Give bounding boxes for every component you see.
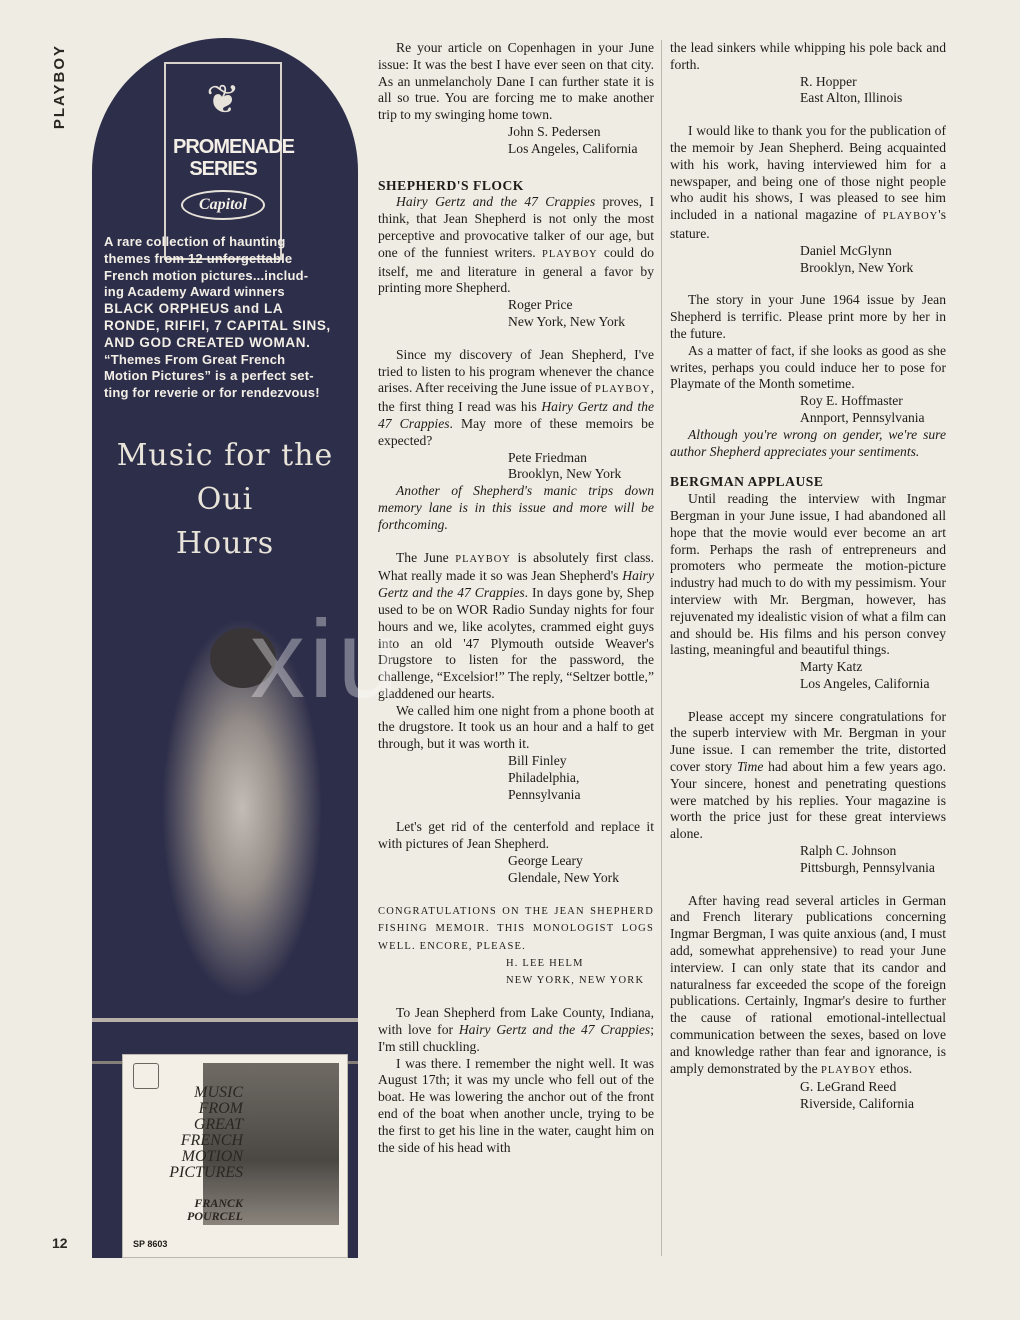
blurb-line: “Themes From Great French bbox=[104, 351, 286, 367]
magazine-name: PLAYBOY bbox=[821, 1064, 877, 1076]
ad-headline bbox=[100, 434, 350, 566]
signature-place: Brooklyn, New York bbox=[800, 259, 914, 275]
series-name: PROMENADE SERIES bbox=[173, 136, 295, 180]
signature-name: Roy E. Hoffmaster bbox=[800, 393, 903, 409]
album-title-line: PICTURES bbox=[169, 1164, 243, 1181]
letter-signature bbox=[378, 124, 654, 158]
blurb-line: A rare collection of haunting bbox=[104, 234, 286, 249]
magazine-name: PLAYBOY bbox=[541, 248, 598, 260]
running-head: PLAYBOY bbox=[51, 44, 68, 130]
model-silhouette bbox=[210, 628, 276, 688]
blurb-line: Motion Pictures” is a perfect set- bbox=[104, 368, 314, 384]
telegram-letter: CONGRATULATIONS ON THE JEAN SHEPHERD FISHING MEMOIR. THIS MONOLOGIST LOGS WELL. ENCORE, PLEASE. bbox=[378, 905, 654, 952]
signature-place: Los Angeles, California bbox=[508, 140, 638, 156]
signature-place: East Alton, Illinois bbox=[800, 90, 903, 106]
artist-line: POURCEL bbox=[186, 1209, 243, 1223]
article-title: Hairy Gertz and the 47 Crappies bbox=[458, 1021, 651, 1037]
album-title-line: GREAT bbox=[193, 1116, 243, 1133]
letters-column-1 bbox=[378, 40, 654, 1156]
blurb-line: themes from 12 unforgettable bbox=[104, 250, 293, 266]
blurb-line: ting for reverie or for rendezvous! bbox=[104, 385, 320, 401]
magazine-name: PLAYBOY bbox=[455, 553, 511, 565]
signature-name: John S. Pedersen bbox=[508, 123, 601, 139]
blurb-line: BLACK ORPHEUS and LA bbox=[104, 301, 284, 317]
signature-name: R. Hopper bbox=[800, 73, 857, 89]
letter-body: The story in your June 1964 issue by Jean Shepherd is terrific. Please print more by her in the future. bbox=[670, 292, 946, 341]
letter-body: We called him one night from a phone booth at the drugstore. It took us an hour and a half to get through, but it was worth it. bbox=[378, 702, 654, 752]
signature-place: NEW YORK, NEW YORK bbox=[506, 975, 645, 987]
signature-place: Glendale, New York bbox=[508, 869, 619, 885]
letter-body: I would like to thank you for the publication of the memoir by Jean Shepherd. Being acquainted with his work, having interviewed him for a newspaper, and being one of those night people who audit his shows, I was pleased to see him included in a national magazine of PLAYBOY's stature. bbox=[670, 123, 946, 241]
article-title: Hairy Gertz and the 47 Crappies bbox=[378, 568, 654, 601]
headline-line: Music for the bbox=[116, 438, 334, 473]
article-title: Hairy Gertz and the 47 Crappies bbox=[378, 399, 654, 431]
album-cover bbox=[122, 1054, 348, 1258]
headline-line: Hours bbox=[175, 526, 275, 561]
magazine-name: PLAYBOY bbox=[594, 384, 651, 396]
signature-name: Marty Katz bbox=[800, 659, 863, 675]
letter-body: After having read several articles in German and French literary publications concerning Ingmar Bergman, I was quite anxious (and, I must add, somewhat apprehensive) to read your June interview. I can only state that its candor and naturalness far exceeded the scope of the foreign publications. Certainly, Ingmar's desire to further the cause of rational emotional-intellectual communication between the sexes, based on love and knowledge rather than fear and ignorance, is amply demonstrated by the PLAYBOY ethos. bbox=[670, 892, 946, 1076]
section-heading: SHEPHERD'S FLOCK bbox=[378, 177, 524, 193]
signature-name: Pete Friedman bbox=[508, 449, 587, 465]
column-rule bbox=[661, 40, 662, 1256]
catalog-number: SP 8603 bbox=[133, 1239, 168, 1249]
signature-place: Philadelphia, Pennsylvania bbox=[508, 769, 581, 802]
blurb-line: French motion pictures...includ- bbox=[104, 267, 309, 283]
letter-signature bbox=[378, 450, 654, 484]
magazine-title: Time bbox=[736, 759, 764, 775]
promenade-series-badge bbox=[164, 62, 295, 260]
letter-signature bbox=[378, 297, 654, 331]
blurb-line: RONDE, RIFIFI, 7 CAPITAL SINS, bbox=[104, 317, 331, 333]
signature-name: Bill Finley bbox=[508, 753, 567, 769]
signature-place: New York, New York bbox=[508, 313, 626, 329]
lyre-icon: ❦ bbox=[206, 77, 240, 122]
letter-body: I was there. I remember the night well. It was August 17th; it was my uncle who fell out of the boat. He was lowering the anchor out of the front end of the boat when another uncle, trying to be the first to get his line in the water, caught him on the side of his head with bbox=[378, 1055, 654, 1155]
capitol-logo: Capitol bbox=[181, 190, 265, 220]
record-advertisement bbox=[92, 38, 358, 1258]
letter-body: The June PLAYBOY is absolutely first class. What really made it so was Jean Shepherd's Hairy Gertz and the 47 Crappies. In days gone by, Shep used to be on WOR Radio Sunday nights for four hours and we, like acolytes, crammed eight guys into an old '47 Plymouth outside Weaver's Drugstore to listen for the password, the challenge, “Excelsior!” The reply, “Seltzer bottle,” gladdened our hearts. bbox=[378, 549, 654, 701]
letter-body: As a matter of fact, if she looks as good as she writes, perhaps you could induce her to pose for Playmate of the Month sometime. bbox=[670, 342, 946, 392]
album-title-line: MOTION bbox=[181, 1148, 243, 1165]
letter-signature bbox=[378, 853, 654, 887]
letter-body: To Jean Shepherd from Lake County, Indiana, with love for Hairy Gertz and the 47 Crappies; I'm still chuckling. bbox=[378, 1005, 655, 1054]
ad-photograph bbox=[92, 598, 358, 1098]
letter-body: Re your article on Copenhagen in your June issue: It was the best I have ever seen on that city. As an unmelancholy Dane I can further state it is all so true. You are forcing me to make another trip to my swinging home town. bbox=[378, 40, 654, 123]
blurb-line: ing Academy Award winners bbox=[104, 284, 285, 300]
section-heading: BERGMAN APPLAUSE bbox=[670, 474, 824, 490]
signature-name: G. LeGrand Reed bbox=[800, 1079, 897, 1095]
signature-name: H. LEE HELM bbox=[506, 958, 584, 970]
signature-name: George Leary bbox=[508, 853, 583, 869]
signature-place: Pittsburgh, Pennsylvania bbox=[800, 859, 935, 875]
album-title-line: FROM bbox=[198, 1100, 243, 1117]
article-title: Hairy Gertz and the 47 Crappies bbox=[396, 194, 596, 210]
album-artist bbox=[153, 1197, 243, 1223]
album-title-line: FRENCH bbox=[180, 1132, 243, 1149]
signature-place: Riverside, California bbox=[800, 1096, 915, 1112]
magazine-name: PLAYBOY bbox=[882, 211, 939, 223]
album-title bbox=[133, 1085, 243, 1181]
letter-signature bbox=[378, 753, 654, 803]
watermark: xiu bbox=[250, 598, 403, 721]
ad-blurb bbox=[104, 234, 350, 402]
headline-line: Oui bbox=[196, 482, 254, 517]
letter-signature bbox=[378, 955, 654, 989]
letter-body: Hairy Gertz and the 47 Crappies proves, I think, that Jean Shepherd is not only the most perceptive and provocative talker of our age, but one of the funniest writers. PLAYBOY could do itself, me and literature in general a favor by printing more Shepherd. bbox=[378, 194, 654, 296]
letter-body: Please accept my sincere congratulations for the superb interview with Mr. Bergman in your June issue. I can remember the trite, distorted cover story Time had about him a few years ago. Your sincere, honest and penetrating questions were matched by his replies. Your magazine is worth the price just for these great interviews alone. bbox=[670, 708, 946, 842]
letter-body: Since my discovery of Jean Shepherd, I've tried to listen to his program whenever the chance arises. After receiving the June issue of PLAYBOY, the first thing I read was his Hairy Gertz and the 47 Crappies. May more of these memoirs be expected? bbox=[378, 346, 655, 448]
letter-signature bbox=[670, 659, 946, 693]
editor-reply: Another of Shepherd's manic trips down memory lane is in this issue and more will be forthcoming. bbox=[378, 483, 654, 532]
signature-name: Roger Price bbox=[508, 297, 573, 313]
artist-line: FRANCK bbox=[194, 1196, 243, 1210]
signature-name: Daniel McGlynn bbox=[800, 242, 892, 258]
letter-signature bbox=[670, 843, 946, 877]
signature-place: Los Angeles, California bbox=[800, 675, 930, 691]
letter-body: the lead sinkers while whipping his pole back and forth. bbox=[670, 40, 946, 72]
editor-reply: Although you're wrong on gender, we're sure author Shepherd appreciates your sentiments. bbox=[670, 426, 946, 459]
signature-place: Brooklyn, New York bbox=[508, 466, 622, 482]
letter-body: Until reading the interview with Ingmar Bergman in your June issue, I had abandoned all hope that the movie would ever become an art form. Perhaps the rash of entrepreneurs and promoters who permeate the motion-picture industry had much to do with my pessimism. Your interview with Mr. Bergman, however, has rejuvenated my idealistic vision of what a film can and should be. His films and his person convey lasting, meaningful and beautiful things. bbox=[670, 491, 946, 658]
signature-name: Ralph C. Johnson bbox=[800, 843, 897, 859]
signature-place: Annport, Pennsylvania bbox=[800, 409, 925, 425]
album-title-line: MUSIC bbox=[194, 1084, 243, 1101]
letter-signature bbox=[670, 243, 946, 277]
letter-signature bbox=[670, 393, 946, 427]
page-number: 12 bbox=[52, 1235, 68, 1251]
letter-signature bbox=[670, 74, 946, 108]
letter-body: Let's get rid of the centerfold and replace it with pictures of Jean Shepherd. bbox=[378, 819, 654, 852]
letter-signature bbox=[670, 1079, 946, 1113]
letters-column-2 bbox=[670, 40, 946, 1113]
blurb-line: AND GOD CREATED WOMAN. bbox=[104, 334, 311, 350]
